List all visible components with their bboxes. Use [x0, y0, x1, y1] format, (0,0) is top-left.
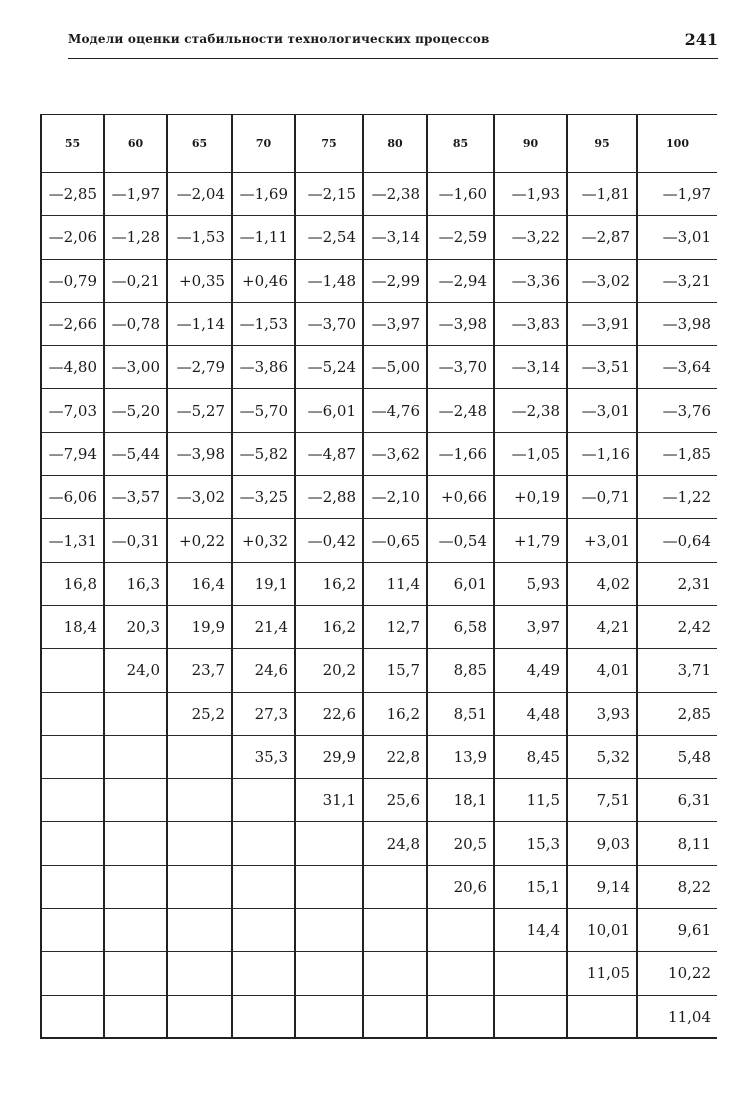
table-cell: —0,78 [104, 302, 167, 345]
column-header: 85 [427, 115, 494, 173]
table-cell: —0,42 [295, 519, 363, 562]
running-title: Модели оценки стабильности технологических процессов [68, 32, 490, 46]
table-cell: —3,97 [363, 302, 427, 345]
table-cell: 2,42 [637, 605, 717, 648]
table-row [41, 389, 717, 432]
table-cell: 24,0 [104, 649, 167, 692]
table-cell: 11,05 [567, 952, 637, 995]
table-cell: 13,9 [427, 735, 494, 778]
table-cell: 2,31 [637, 562, 717, 605]
table-row [41, 562, 717, 605]
table-cell [295, 995, 363, 1038]
table-cell: —2,04 [167, 173, 232, 216]
table-cell: —2,85 [41, 173, 104, 216]
table-row [41, 952, 717, 995]
table-cell: +0,19 [494, 476, 567, 519]
column-header: 80 [363, 115, 427, 173]
table-cell: +0,46 [232, 259, 295, 302]
table-cell: 8,51 [427, 692, 494, 735]
table-cell [363, 952, 427, 995]
table-row [41, 432, 717, 475]
table-cell [567, 995, 637, 1038]
table-cell: —3,22 [494, 216, 567, 259]
table-cell [232, 822, 295, 865]
table-cell: 4,02 [567, 562, 637, 605]
table-cell [167, 909, 232, 952]
table-cell: —1,05 [494, 432, 567, 475]
table-row [41, 865, 717, 908]
table-cell: —1,66 [427, 432, 494, 475]
table-cell [232, 995, 295, 1038]
table-row [41, 779, 717, 822]
table-row [41, 259, 717, 302]
table-row [41, 735, 717, 778]
table-cell: 15,1 [494, 865, 567, 908]
table-cell [232, 779, 295, 822]
table-cell: —3,36 [494, 259, 567, 302]
table-cell: 6,31 [637, 779, 717, 822]
table-cell: —3,98 [637, 302, 717, 345]
table-cell: —3,98 [167, 432, 232, 475]
table-cell: —1,97 [104, 173, 167, 216]
table-cell [41, 865, 104, 908]
table-cell: —1,97 [637, 173, 717, 216]
table-cell: 9,14 [567, 865, 637, 908]
table-cell: 19,1 [232, 562, 295, 605]
column-header: 60 [104, 115, 167, 173]
table-cell: —7,94 [41, 432, 104, 475]
table-cell: —5,44 [104, 432, 167, 475]
table-cell: +1,79 [494, 519, 567, 562]
table-cell [167, 735, 232, 778]
table-cell [41, 995, 104, 1038]
table-cell: —6,06 [41, 476, 104, 519]
table-cell: 16,8 [41, 562, 104, 605]
table-cell: 24,6 [232, 649, 295, 692]
table-cell [427, 952, 494, 995]
table-cell: 4,01 [567, 649, 637, 692]
table-cell [41, 909, 104, 952]
table-cell: 4,21 [567, 605, 637, 648]
table-cell: —4,80 [41, 346, 104, 389]
table-cell: —5,24 [295, 346, 363, 389]
table-row [41, 302, 717, 345]
table-cell: —0,21 [104, 259, 167, 302]
table-cell: —5,20 [104, 389, 167, 432]
table-cell [295, 909, 363, 952]
table-cell: —2,99 [363, 259, 427, 302]
table-cell [104, 952, 167, 995]
table-cell: —3,01 [637, 216, 717, 259]
table-cell: 18,1 [427, 779, 494, 822]
table-cell [41, 779, 104, 822]
table-cell: —1,53 [232, 302, 295, 345]
table-cell: —3,00 [104, 346, 167, 389]
table-cell: —2,10 [363, 476, 427, 519]
table-cell: +0,32 [232, 519, 295, 562]
table-cell: —1,60 [427, 173, 494, 216]
table-cell: 11,4 [363, 562, 427, 605]
table-cell [104, 779, 167, 822]
table-row [41, 605, 717, 648]
table-cell: —3,91 [567, 302, 637, 345]
table-cell: —1,53 [167, 216, 232, 259]
table-cell: 31,1 [295, 779, 363, 822]
table-cell: —3,64 [637, 346, 717, 389]
table-cell: 8,11 [637, 822, 717, 865]
table-cell: —7,03 [41, 389, 104, 432]
table-cell: —2,06 [41, 216, 104, 259]
table-cell: 3,71 [637, 649, 717, 692]
table-cell: —0,65 [363, 519, 427, 562]
table-cell: 9,03 [567, 822, 637, 865]
table-cell [494, 995, 567, 1038]
table-cell: —0,79 [41, 259, 104, 302]
table-cell: 14,4 [494, 909, 567, 952]
table-header-row [41, 115, 717, 173]
table-cell: —3,21 [637, 259, 717, 302]
table-cell: —5,27 [167, 389, 232, 432]
table-cell: 6,58 [427, 605, 494, 648]
table-cell: 20,5 [427, 822, 494, 865]
running-header [68, 30, 718, 59]
table-cell: —2,38 [363, 173, 427, 216]
table-cell: —1,93 [494, 173, 567, 216]
table-cell: —3,51 [567, 346, 637, 389]
table-cell [295, 822, 363, 865]
table-cell: —1,48 [295, 259, 363, 302]
table-cell: —3,14 [363, 216, 427, 259]
column-header: 75 [295, 115, 363, 173]
table-cell: —3,98 [427, 302, 494, 345]
table-cell: —1,16 [567, 432, 637, 475]
table-cell: 12,7 [363, 605, 427, 648]
table-cell: —0,31 [104, 519, 167, 562]
table-cell [104, 995, 167, 1038]
table-cell [427, 995, 494, 1038]
table-cell [41, 952, 104, 995]
table-cell [104, 865, 167, 908]
table-cell [41, 822, 104, 865]
table-cell: 20,6 [427, 865, 494, 908]
column-header: 55 [41, 115, 104, 173]
table-cell: —1,31 [41, 519, 104, 562]
table-cell [295, 865, 363, 908]
table-cell: 8,22 [637, 865, 717, 908]
column-header: 100 [637, 115, 717, 173]
table-row [41, 519, 717, 562]
table-cell: —3,02 [567, 259, 637, 302]
table-cell: 21,4 [232, 605, 295, 648]
table-cell: 22,6 [295, 692, 363, 735]
table-cell [167, 779, 232, 822]
table-cell: 25,2 [167, 692, 232, 735]
table-cell: 15,3 [494, 822, 567, 865]
table-cell: +3,01 [567, 519, 637, 562]
table-cell: —5,70 [232, 389, 295, 432]
table-cell: 18,4 [41, 605, 104, 648]
table-cell: 35,3 [232, 735, 295, 778]
table-cell: 9,61 [637, 909, 717, 952]
table-cell: 11,04 [637, 995, 717, 1038]
table-cell: 4,48 [494, 692, 567, 735]
table-cell: —2,66 [41, 302, 104, 345]
table-cell: —0,64 [637, 519, 717, 562]
table-cell: 15,7 [363, 649, 427, 692]
data-table [40, 114, 717, 1039]
table-cell: —3,62 [363, 432, 427, 475]
table-cell: 16,2 [295, 562, 363, 605]
table-cell: 3,97 [494, 605, 567, 648]
table-cell [427, 909, 494, 952]
table-cell [104, 735, 167, 778]
column-header: 65 [167, 115, 232, 173]
table-cell: —2,15 [295, 173, 363, 216]
table-cell: —1,85 [637, 432, 717, 475]
table-cell [104, 909, 167, 952]
table-cell: 20,2 [295, 649, 363, 692]
table-cell: 2,85 [637, 692, 717, 735]
column-header: 95 [567, 115, 637, 173]
table-cell: —3,01 [567, 389, 637, 432]
table-cell: +0,22 [167, 519, 232, 562]
table-cell: 27,3 [232, 692, 295, 735]
table-cell: —2,54 [295, 216, 363, 259]
table-cell: 25,6 [363, 779, 427, 822]
table-cell: 11,5 [494, 779, 567, 822]
page-number: 241 [684, 30, 718, 49]
table-cell [41, 649, 104, 692]
table-cell: 16,2 [295, 605, 363, 648]
table-cell [104, 822, 167, 865]
table-cell: —4,76 [363, 389, 427, 432]
table-cell: 3,93 [567, 692, 637, 735]
table-cell: —2,79 [167, 346, 232, 389]
table-cell: 8,85 [427, 649, 494, 692]
table-cell: —5,00 [363, 346, 427, 389]
table-cell [232, 865, 295, 908]
table-cell: —2,87 [567, 216, 637, 259]
table-cell [494, 952, 567, 995]
table-cell: —4,87 [295, 432, 363, 475]
table-cell: —3,86 [232, 346, 295, 389]
table-cell: —0,71 [567, 476, 637, 519]
table-cell: 16,4 [167, 562, 232, 605]
table-cell [104, 692, 167, 735]
table-cell: 22,8 [363, 735, 427, 778]
table-cell [232, 952, 295, 995]
table-row [41, 173, 717, 216]
table-row [41, 649, 717, 692]
table-cell: —3,83 [494, 302, 567, 345]
table-cell [232, 909, 295, 952]
table-cell [167, 865, 232, 908]
table-cell: —1,28 [104, 216, 167, 259]
table-cell: —3,14 [494, 346, 567, 389]
table-cell: —3,57 [104, 476, 167, 519]
table-cell: 29,9 [295, 735, 363, 778]
table-cell [41, 735, 104, 778]
table-cell: —3,76 [637, 389, 717, 432]
table-row [41, 216, 717, 259]
table-row [41, 995, 717, 1038]
table-row [41, 822, 717, 865]
table-cell [167, 952, 232, 995]
table-cell: 23,7 [167, 649, 232, 692]
column-header: 90 [494, 115, 567, 173]
table-cell: +0,35 [167, 259, 232, 302]
table-cell: —3,02 [167, 476, 232, 519]
table-cell [363, 909, 427, 952]
table-cell: —1,22 [637, 476, 717, 519]
table-cell: 24,8 [363, 822, 427, 865]
table-cell: —3,70 [427, 346, 494, 389]
table-cell: —6,01 [295, 389, 363, 432]
table-row [41, 909, 717, 952]
table-cell: —5,82 [232, 432, 295, 475]
table-cell: 5,48 [637, 735, 717, 778]
table-cell: —1,81 [567, 173, 637, 216]
column-header: 70 [232, 115, 295, 173]
table-cell: 4,49 [494, 649, 567, 692]
table-row [41, 692, 717, 735]
table-cell: 10,01 [567, 909, 637, 952]
table-cell: 16,2 [363, 692, 427, 735]
table-cell [41, 692, 104, 735]
table-cell: 6,01 [427, 562, 494, 605]
table-cell: —2,48 [427, 389, 494, 432]
table-cell: 8,45 [494, 735, 567, 778]
table-row [41, 346, 717, 389]
table-cell [167, 995, 232, 1038]
table-cell: —2,38 [494, 389, 567, 432]
table-cell: +0,66 [427, 476, 494, 519]
table-cell [363, 865, 427, 908]
table-cell: 5,32 [567, 735, 637, 778]
table-cell: —2,88 [295, 476, 363, 519]
table-cell: 19,9 [167, 605, 232, 648]
table-cell: —2,59 [427, 216, 494, 259]
table-cell [363, 995, 427, 1038]
table-cell [167, 822, 232, 865]
table-body [41, 173, 717, 1039]
table-cell: 10,22 [637, 952, 717, 995]
table-cell: —1,69 [232, 173, 295, 216]
table-cell: —2,94 [427, 259, 494, 302]
table-cell: —1,14 [167, 302, 232, 345]
table-row [41, 476, 717, 519]
table-cell: —3,25 [232, 476, 295, 519]
table-cell: 20,3 [104, 605, 167, 648]
table-cell: 16,3 [104, 562, 167, 605]
table-cell: —1,11 [232, 216, 295, 259]
table-cell: 5,93 [494, 562, 567, 605]
table-cell: 7,51 [567, 779, 637, 822]
table-cell: —0,54 [427, 519, 494, 562]
table-cell: —3,70 [295, 302, 363, 345]
table-cell [295, 952, 363, 995]
